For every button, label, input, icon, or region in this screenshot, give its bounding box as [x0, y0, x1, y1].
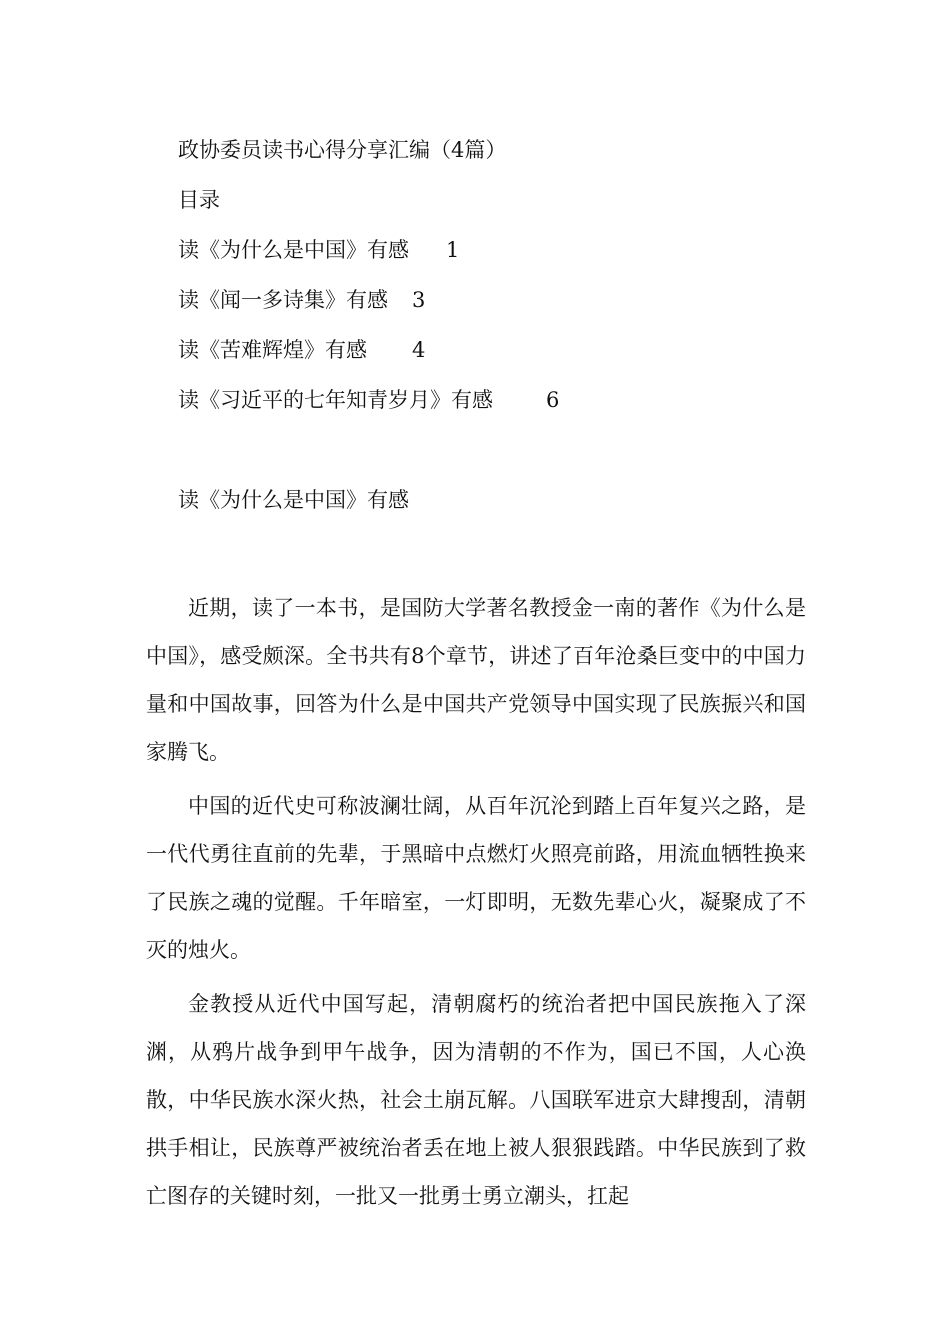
toc-item[interactable]	[178, 286, 426, 314]
toc-item-page: 3	[412, 288, 426, 312]
toc-item-label: 读《习近平的七年知青岁月》有感	[178, 388, 493, 412]
toc-item-label: 读《为什么是中国》有感	[178, 238, 409, 262]
toc-item[interactable]	[178, 386, 560, 414]
body-text	[146, 584, 806, 1226]
toc-item-page: 6	[546, 388, 560, 412]
toc-item-page: 1	[446, 238, 460, 262]
paragraph: 近期，读了一本书，是国防大学著名教授金一南的著作《为什么是中国》，感受颇深。全书共有8个章节，讲述了百年沧桑巨变中的中国力量和中国故事，回答为什么是中国共产党领导中国实现了民族振兴和国家腾飞。	[146, 596, 806, 764]
toc-item-label: 读《闻一多诗集》有感	[178, 288, 388, 312]
toc-item-page: 4	[412, 338, 426, 362]
section-title: 读《为什么是中国》有感	[178, 488, 409, 512]
paragraph: 金教授从近代中国写起，清朝腐朽的统治者把中国民族拖入了深渊，从鸦片战争到甲午战争，因为清朝的不作为，国已不国，人心涣散，中华民族水深火热，社会土崩瓦解。八国联军进京大肆搜刮，清朝拱手相让，民族尊严被统治者丢在地上被人狠狠践踏。中华民族到了救亡图存的关键时刻，一批又一批勇士勇立潮头，扛起	[146, 992, 806, 1208]
toc-heading: 目录	[178, 188, 220, 212]
document-title: 政协委员读书心得分享汇编（4篇）	[178, 138, 507, 162]
toc-item-label: 读《苦难辉煌》有感	[178, 338, 367, 362]
paragraph: 中国的近代史可称波澜壮阔，从百年沉沦到踏上百年复兴之路，是一代代勇往直前的先辈，于黑暗中点燃灯火照亮前路，用流血牺牲换来了民族之魂的觉醒。千年暗室，一灯即明，无数先辈心火，凝聚成了不灭的烛火。	[146, 794, 806, 962]
toc-item[interactable]	[178, 236, 460, 264]
toc-item[interactable]	[178, 336, 426, 364]
